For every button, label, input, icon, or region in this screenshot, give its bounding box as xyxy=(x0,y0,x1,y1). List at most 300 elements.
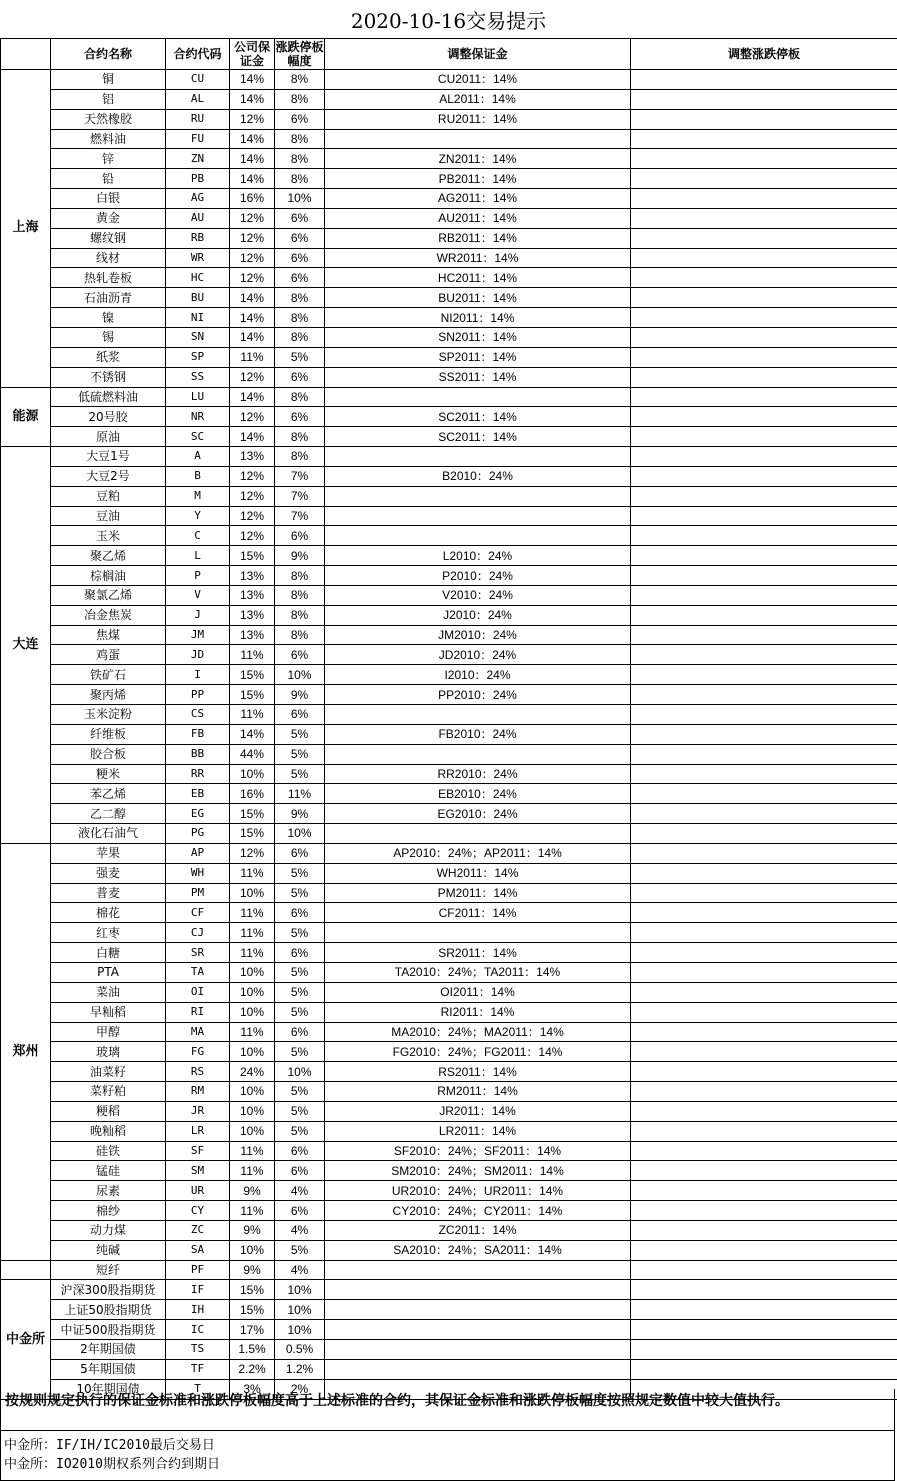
adjusted-limit-cell xyxy=(631,447,897,467)
adjusted-margin-cell: ZN2011：14% xyxy=(325,149,631,169)
adjusted-margin-cell: SP2011：14% xyxy=(325,347,631,367)
adjusted-limit-cell xyxy=(631,824,897,844)
adjusted-limit-cell xyxy=(631,1161,897,1181)
table-row xyxy=(1,1300,897,1320)
adjusted-limit-cell xyxy=(631,1280,897,1300)
adjusted-limit-cell xyxy=(631,208,897,228)
table-row xyxy=(1,407,897,427)
company-margin-cell: 11% xyxy=(230,1161,275,1181)
contract-name-cell: 聚氯乙烯 xyxy=(51,585,166,605)
contract-code-cell: AU xyxy=(166,208,230,228)
contract-name-cell: 纯碱 xyxy=(51,1240,166,1260)
table-row xyxy=(1,70,897,90)
price-limit-cell: 8% xyxy=(275,89,325,109)
company-margin-cell: 15% xyxy=(230,1280,275,1300)
adjusted-limit-cell xyxy=(631,1082,897,1102)
contract-name-cell: 白糖 xyxy=(51,943,166,963)
contract-code-cell: IF xyxy=(166,1280,230,1300)
adjusted-margin-cell: JR2011：14% xyxy=(325,1101,631,1121)
contract-name-cell: 甲醇 xyxy=(51,1022,166,1042)
price-limit-cell: 5% xyxy=(275,744,325,764)
contract-code-cell: L xyxy=(166,546,230,566)
table-row xyxy=(1,169,897,189)
contract-code-cell: V xyxy=(166,585,230,605)
contract-code-cell: P xyxy=(166,566,230,586)
adjusted-margin-cell: AG2011：14% xyxy=(325,189,631,209)
contract-name-cell: 中证500股指期货 xyxy=(51,1320,166,1340)
price-limit-cell: 6% xyxy=(275,843,325,863)
adjusted-limit-cell xyxy=(631,327,897,347)
price-limit-cell: 4% xyxy=(275,1220,325,1240)
table-row xyxy=(1,248,897,268)
adjusted-margin-cell: RI2011：14% xyxy=(325,1002,631,1022)
contract-name-cell: 玉米淀粉 xyxy=(51,705,166,725)
contract-code-cell: CF xyxy=(166,903,230,923)
contract-name-cell: 油菜籽 xyxy=(51,1062,166,1082)
company-margin-cell: 12% xyxy=(230,208,275,228)
company-margin-cell: 10% xyxy=(230,883,275,903)
company-margin-cell: 9% xyxy=(230,1181,275,1201)
table-row xyxy=(1,605,897,625)
price-limit-cell: 8% xyxy=(275,447,325,467)
price-limit-cell: 8% xyxy=(275,70,325,90)
adjusted-margin-cell: SF2010：24%；SF2011：14% xyxy=(325,1141,631,1161)
adjusted-limit-cell xyxy=(631,526,897,546)
adjusted-limit-cell xyxy=(631,764,897,784)
adjusted-limit-cell xyxy=(631,89,897,109)
adjusted-margin-cell xyxy=(325,526,631,546)
price-limit-cell: 4% xyxy=(275,1260,325,1280)
contract-code-cell: EG xyxy=(166,804,230,824)
contract-name-cell: 原油 xyxy=(51,427,166,447)
company-margin-cell: 14% xyxy=(230,149,275,169)
contract-name-cell: 强麦 xyxy=(51,863,166,883)
table-row xyxy=(1,685,897,705)
contract-code-cell: NI xyxy=(166,308,230,328)
adjusted-limit-cell xyxy=(631,1121,897,1141)
company-margin-cell: 14% xyxy=(230,129,275,149)
adjusted-margin-cell: J2010：24% xyxy=(325,605,631,625)
price-limit-cell: 10% xyxy=(275,1300,325,1320)
contract-name-cell: 早籼稻 xyxy=(51,1002,166,1022)
adjusted-margin-cell: SA2010：24%；SA2011：14% xyxy=(325,1240,631,1260)
contract-code-cell: AP xyxy=(166,843,230,863)
adjusted-margin-cell: RM2011：14% xyxy=(325,1082,631,1102)
price-limit-cell: 10% xyxy=(275,1062,325,1082)
company-margin-cell: 14% xyxy=(230,89,275,109)
company-margin-cell: 12% xyxy=(230,248,275,268)
contract-name-cell: 粳米 xyxy=(51,764,166,784)
contract-name-cell: 动力煤 xyxy=(51,1220,166,1240)
adjusted-limit-cell xyxy=(631,645,897,665)
adjusted-margin-cell xyxy=(325,1320,631,1340)
footer-notes xyxy=(0,1431,895,1481)
contract-code-cell: T xyxy=(166,1379,230,1399)
contract-name-cell: 乙二醇 xyxy=(51,804,166,824)
contract-name-cell: 10年期国债 xyxy=(51,1379,166,1399)
price-limit-cell: 5% xyxy=(275,1042,325,1062)
table-row xyxy=(1,1062,897,1082)
company-margin-cell: 10% xyxy=(230,982,275,1002)
table-row xyxy=(1,347,897,367)
adjusted-margin-cell: WH2011：14% xyxy=(325,863,631,883)
contract-name-cell: 线材 xyxy=(51,248,166,268)
contract-name-cell: 豆粕 xyxy=(51,486,166,506)
table-row xyxy=(1,149,897,169)
contract-code-cell: PP xyxy=(166,685,230,705)
contract-name-cell: 豆油 xyxy=(51,506,166,526)
contract-name-cell: 大豆2号 xyxy=(51,466,166,486)
company-margin-cell: 10% xyxy=(230,764,275,784)
price-limit-cell: 8% xyxy=(275,625,325,645)
contract-code-cell: AG xyxy=(166,189,230,209)
adjusted-margin-cell: V2010：24% xyxy=(325,585,631,605)
adjusted-limit-cell xyxy=(631,665,897,685)
price-limit-cell: 5% xyxy=(275,863,325,883)
company-margin-cell: 11% xyxy=(230,1022,275,1042)
adjusted-limit-cell xyxy=(631,1042,897,1062)
price-limit-cell: 9% xyxy=(275,546,325,566)
adjusted-margin-cell: AU2011：14% xyxy=(325,208,631,228)
price-limit-cell: 0.5% xyxy=(275,1340,325,1360)
adjusted-limit-cell xyxy=(631,1022,897,1042)
adjusted-margin-cell: RR2010：24% xyxy=(325,764,631,784)
table-row xyxy=(1,1280,897,1300)
table-row xyxy=(1,1181,897,1201)
adjusted-limit-cell xyxy=(631,744,897,764)
contract-code-cell: WH xyxy=(166,863,230,883)
contract-name-cell: 玉米 xyxy=(51,526,166,546)
contract-name-cell: 普麦 xyxy=(51,883,166,903)
table-row xyxy=(1,744,897,764)
adjusted-margin-cell: SS2011：14% xyxy=(325,367,631,387)
company-margin-cell: 12% xyxy=(230,228,275,248)
adjusted-limit-cell xyxy=(631,1181,897,1201)
contract-code-cell: JM xyxy=(166,625,230,645)
company-margin-cell: 14% xyxy=(230,724,275,744)
contract-code-cell: JD xyxy=(166,645,230,665)
adjusted-limit-cell xyxy=(631,308,897,328)
adjusted-limit-cell xyxy=(631,169,897,189)
contract-code-cell: RI xyxy=(166,1002,230,1022)
contract-code-cell: SM xyxy=(166,1161,230,1181)
company-margin-cell: 15% xyxy=(230,546,275,566)
contract-name-cell: 鸡蛋 xyxy=(51,645,166,665)
price-limit-cell: 6% xyxy=(275,526,325,546)
table-row xyxy=(1,804,897,824)
contract-code-cell: BB xyxy=(166,744,230,764)
adjusted-margin-cell: UR2010：24%；UR2011：14% xyxy=(325,1181,631,1201)
contract-code-cell: RU xyxy=(166,109,230,129)
adjusted-limit-cell xyxy=(631,466,897,486)
price-limit-cell: 11% xyxy=(275,784,325,804)
header-adjusted-margin: 调整保证金 xyxy=(325,39,631,70)
table-row xyxy=(1,546,897,566)
header-row xyxy=(1,39,897,70)
table-row xyxy=(1,89,897,109)
contract-name-cell: 黄金 xyxy=(51,208,166,228)
table-row xyxy=(1,1022,897,1042)
adjusted-limit-cell xyxy=(631,149,897,169)
price-limit-cell: 7% xyxy=(275,466,325,486)
adjusted-margin-cell: JD2010：24% xyxy=(325,645,631,665)
contract-name-cell: 镍 xyxy=(51,308,166,328)
contract-name-cell: 不锈钢 xyxy=(51,367,166,387)
adjusted-margin-cell xyxy=(325,824,631,844)
adjusted-margin-cell: BU2011：14% xyxy=(325,288,631,308)
price-limit-cell: 5% xyxy=(275,1101,325,1121)
company-margin-cell: 10% xyxy=(230,962,275,982)
company-margin-cell: 24% xyxy=(230,1062,275,1082)
price-limit-cell: 7% xyxy=(275,486,325,506)
contract-name-cell: 焦煤 xyxy=(51,625,166,645)
adjusted-margin-cell: SM2010：24%；SM2011：14% xyxy=(325,1161,631,1181)
price-limit-cell: 8% xyxy=(275,327,325,347)
price-limit-cell: 10% xyxy=(275,1280,325,1300)
price-limit-cell: 8% xyxy=(275,149,325,169)
contract-name-cell: 铅 xyxy=(51,169,166,189)
company-margin-cell: 10% xyxy=(230,1101,275,1121)
adjusted-margin-cell: SC2011：14% xyxy=(325,407,631,427)
adjusted-margin-cell: I2010：24% xyxy=(325,665,631,685)
contract-code-cell: LR xyxy=(166,1121,230,1141)
contract-code-cell: PF xyxy=(166,1260,230,1280)
contract-name-cell: 液化石油气 xyxy=(51,824,166,844)
table-row xyxy=(1,566,897,586)
contract-name-cell: 燃料油 xyxy=(51,129,166,149)
adjusted-limit-cell xyxy=(631,70,897,90)
company-margin-cell: 13% xyxy=(230,585,275,605)
contract-code-cell: SS xyxy=(166,367,230,387)
price-limit-cell: 5% xyxy=(275,764,325,784)
contract-code-cell: EB xyxy=(166,784,230,804)
price-limit-cell: 6% xyxy=(275,903,325,923)
adjusted-margin-cell: CF2011：14% xyxy=(325,903,631,923)
adjusted-limit-cell xyxy=(631,1300,897,1320)
company-margin-cell: 12% xyxy=(230,506,275,526)
adjusted-limit-cell xyxy=(631,784,897,804)
price-limit-cell: 6% xyxy=(275,208,325,228)
company-margin-cell: 16% xyxy=(230,784,275,804)
company-margin-cell: 10% xyxy=(230,1240,275,1260)
adjusted-margin-cell xyxy=(325,129,631,149)
price-limit-cell: 5% xyxy=(275,883,325,903)
contract-name-cell: 苹果 xyxy=(51,843,166,863)
adjusted-margin-cell: PM2011：14% xyxy=(325,883,631,903)
header-price-limit: 涨跌停板幅度 xyxy=(275,40,324,68)
contract-code-cell: J xyxy=(166,605,230,625)
adjusted-margin-cell: EB2010：24% xyxy=(325,784,631,804)
price-limit-cell: 6% xyxy=(275,407,325,427)
contract-code-cell: HC xyxy=(166,268,230,288)
contract-code-cell: SR xyxy=(166,943,230,963)
contract-name-cell: 短纤 xyxy=(51,1260,166,1280)
adjusted-margin-cell: P2010：24% xyxy=(325,566,631,586)
company-margin-cell: 44% xyxy=(230,744,275,764)
price-limit-cell: 8% xyxy=(275,308,325,328)
adjusted-margin-cell xyxy=(325,1340,631,1360)
price-limit-cell: 5% xyxy=(275,724,325,744)
contract-code-cell: AL xyxy=(166,89,230,109)
adjusted-limit-cell xyxy=(631,903,897,923)
adjusted-limit-cell xyxy=(631,804,897,824)
contract-code-cell: FB xyxy=(166,724,230,744)
contract-code-cell: JR xyxy=(166,1101,230,1121)
contract-name-cell: 低硫燃料油 xyxy=(51,387,166,407)
company-margin-cell: 13% xyxy=(230,566,275,586)
company-margin-cell: 10% xyxy=(230,1121,275,1141)
contract-code-cell: LU xyxy=(166,387,230,407)
table-row xyxy=(1,824,897,844)
price-limit-cell: 5% xyxy=(275,982,325,1002)
price-limit-cell: 8% xyxy=(275,566,325,586)
adjusted-margin-cell xyxy=(325,387,631,407)
adjusted-margin-cell: SR2011：14% xyxy=(325,943,631,963)
adjusted-limit-cell xyxy=(631,863,897,883)
adjusted-margin-cell: LR2011：14% xyxy=(325,1121,631,1141)
adjusted-margin-cell xyxy=(325,447,631,467)
table-row xyxy=(1,625,897,645)
contract-name-cell: 硅铁 xyxy=(51,1141,166,1161)
adjusted-limit-cell xyxy=(631,129,897,149)
price-limit-cell: 6% xyxy=(275,705,325,725)
header-contract-name: 合约名称 xyxy=(51,39,166,70)
adjusted-margin-cell xyxy=(325,1300,631,1320)
adjusted-limit-cell xyxy=(631,1240,897,1260)
adjusted-margin-cell: SC2011：14% xyxy=(325,427,631,447)
adjusted-margin-cell: FG2010：24%；FG2011：14% xyxy=(325,1042,631,1062)
contract-code-cell: CS xyxy=(166,705,230,725)
adjusted-margin-cell: JM2010：24% xyxy=(325,625,631,645)
price-limit-cell: 6% xyxy=(275,1022,325,1042)
contract-name-cell: 尿素 xyxy=(51,1181,166,1201)
table-row xyxy=(1,962,897,982)
table-row xyxy=(1,1201,897,1221)
company-margin-cell: 11% xyxy=(230,903,275,923)
table-row xyxy=(1,367,897,387)
adjusted-limit-cell xyxy=(631,288,897,308)
exchange-cell xyxy=(1,1260,51,1280)
contract-code-cell: CY xyxy=(166,1201,230,1221)
adjusted-limit-cell xyxy=(631,1340,897,1360)
price-limit-cell: 9% xyxy=(275,804,325,824)
price-limit-cell: 5% xyxy=(275,962,325,982)
adjusted-margin-cell: B2010：24% xyxy=(325,466,631,486)
adjusted-limit-cell xyxy=(631,1101,897,1121)
contract-name-cell: 苯乙烯 xyxy=(51,784,166,804)
adjusted-margin-cell: AP2010：24%；AP2011：14% xyxy=(325,843,631,863)
adjusted-limit-cell xyxy=(631,248,897,268)
contract-code-cell: WR xyxy=(166,248,230,268)
contract-name-cell: 棉纱 xyxy=(51,1201,166,1221)
table-row xyxy=(1,466,897,486)
adjusted-margin-cell: OI2011：14% xyxy=(325,982,631,1002)
company-margin-cell: 15% xyxy=(230,804,275,824)
adjusted-limit-cell xyxy=(631,1062,897,1082)
adjusted-margin-cell: EG2010：24% xyxy=(325,804,631,824)
company-margin-cell: 10% xyxy=(230,1082,275,1102)
adjusted-limit-cell xyxy=(631,427,897,447)
contract-name-cell: 沪深300股指期货 xyxy=(51,1280,166,1300)
contract-code-cell: I xyxy=(166,665,230,685)
table-row xyxy=(1,526,897,546)
contract-code-cell: FG xyxy=(166,1042,230,1062)
contract-name-cell: 热轧卷板 xyxy=(51,268,166,288)
table-row xyxy=(1,1161,897,1181)
exchange-cell: 中金所 xyxy=(1,1280,51,1399)
contract-name-cell: PTA xyxy=(51,962,166,982)
contract-name-cell: 铜 xyxy=(51,70,166,90)
table-row xyxy=(1,327,897,347)
contract-name-cell: 上证50股指期货 xyxy=(51,1300,166,1320)
table-row xyxy=(1,724,897,744)
table-row xyxy=(1,208,897,228)
price-limit-cell: 6% xyxy=(275,228,325,248)
adjusted-limit-cell xyxy=(631,883,897,903)
adjusted-limit-cell xyxy=(631,367,897,387)
table-row xyxy=(1,1101,897,1121)
company-margin-cell: 14% xyxy=(230,308,275,328)
table-row xyxy=(1,903,897,923)
adjusted-margin-cell: NI2011：14% xyxy=(325,308,631,328)
company-margin-cell: 13% xyxy=(230,625,275,645)
table-row xyxy=(1,1082,897,1102)
adjusted-margin-cell: RU2011：14% xyxy=(325,109,631,129)
contract-code-cell: CU xyxy=(166,70,230,90)
adjusted-limit-cell xyxy=(631,1201,897,1221)
company-margin-cell: 15% xyxy=(230,1300,275,1320)
table-row xyxy=(1,705,897,725)
adjusted-margin-cell: PB2011：14% xyxy=(325,169,631,189)
adjusted-limit-cell xyxy=(631,506,897,526)
price-limit-cell: 10% xyxy=(275,189,325,209)
table-row xyxy=(1,982,897,1002)
company-margin-cell: 16% xyxy=(230,189,275,209)
header-company-margin: 公司保证金 xyxy=(230,39,275,70)
company-margin-cell: 12% xyxy=(230,526,275,546)
price-limit-cell: 6% xyxy=(275,268,325,288)
contract-name-cell: 冶金焦炭 xyxy=(51,605,166,625)
contract-code-cell: UR xyxy=(166,1181,230,1201)
price-limit-cell: 5% xyxy=(275,923,325,943)
exchange-cell: 郑州 xyxy=(1,843,51,1260)
adjusted-limit-cell xyxy=(631,546,897,566)
adjusted-limit-cell xyxy=(631,1320,897,1340)
adjusted-margin-cell xyxy=(325,1280,631,1300)
adjusted-margin-cell: RS2011：14% xyxy=(325,1062,631,1082)
adjusted-limit-cell xyxy=(631,387,897,407)
table-row xyxy=(1,923,897,943)
adjusted-limit-cell xyxy=(631,268,897,288)
contract-code-cell: SN xyxy=(166,327,230,347)
table-row xyxy=(1,585,897,605)
contract-name-cell: 铁矿石 xyxy=(51,665,166,685)
table-row xyxy=(1,109,897,129)
header-contract-code: 合约代码 xyxy=(166,39,230,70)
footer-note: 中金所：IO2010期权系列合约到期日 xyxy=(4,1457,220,1472)
company-margin-cell: 13% xyxy=(230,605,275,625)
price-limit-cell: 10% xyxy=(275,1320,325,1340)
price-limit-cell: 6% xyxy=(275,367,325,387)
adjusted-margin-cell xyxy=(325,923,631,943)
company-margin-cell: 11% xyxy=(230,347,275,367)
table-row xyxy=(1,863,897,883)
price-limit-cell: 6% xyxy=(275,645,325,665)
contract-code-cell: SF xyxy=(166,1141,230,1161)
contract-name-cell: 晚籼稻 xyxy=(51,1121,166,1141)
price-limit-cell: 5% xyxy=(275,347,325,367)
header-adjusted-limit: 调整涨跌停板 xyxy=(631,39,897,70)
